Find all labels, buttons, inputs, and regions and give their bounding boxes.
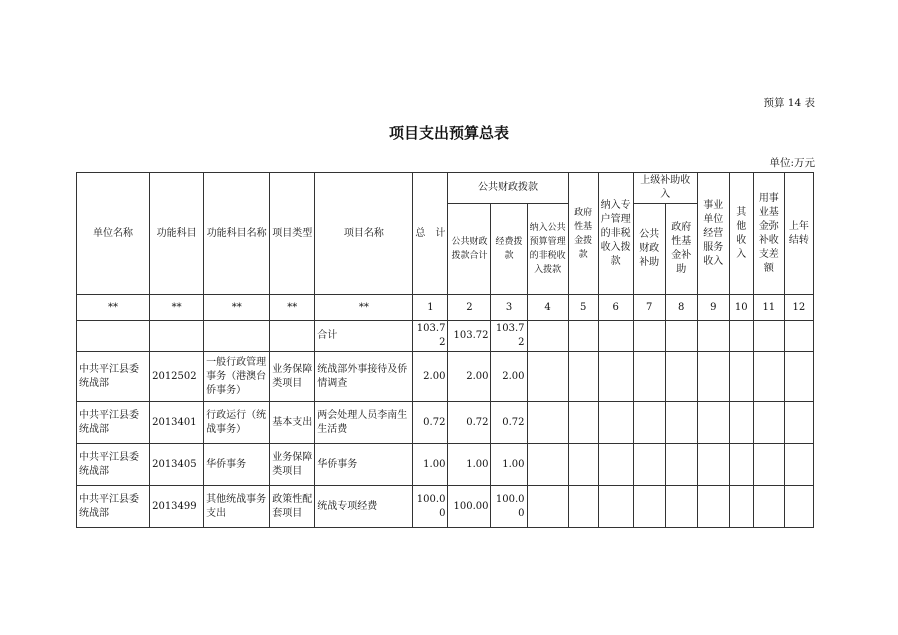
table-id: 预算 14 表: [763, 97, 815, 109]
empty-cell: [633, 402, 665, 444]
index-cell: **: [204, 295, 270, 321]
row-project: 华侨事务: [315, 444, 413, 486]
row-code: 2013405: [150, 444, 204, 486]
empty-cell: [784, 444, 813, 486]
empty-cell: [527, 352, 568, 402]
empty-cell: [697, 352, 729, 402]
empty-cell: [598, 444, 633, 486]
empty-cell: [665, 321, 697, 352]
index-cell: 3: [491, 295, 527, 321]
row-funding: 0.72: [491, 402, 527, 444]
empty-cell: [784, 486, 813, 528]
index-cell: **: [315, 295, 413, 321]
index-cell: 5: [568, 295, 598, 321]
empty-cell: [527, 402, 568, 444]
header-carryover: 上年结转: [784, 173, 813, 295]
row-func-name: 一般行政管理事务（港澳台侨事务）: [204, 352, 270, 402]
empty-cell: [753, 321, 784, 352]
header-gov-fund: 政府性基金拨款: [568, 173, 598, 295]
unit-label: 单位:万元: [769, 157, 815, 169]
total-row: [77, 321, 814, 352]
empty-cell: [697, 486, 729, 528]
header-row-1: [77, 173, 814, 204]
empty-cell: [784, 352, 813, 402]
index-cell: 1: [413, 295, 448, 321]
table-row: [77, 486, 814, 528]
header-public-subtotal: 公共财政拨款合计: [448, 204, 491, 295]
table-row: [77, 444, 814, 486]
header-special-nontax: 纳入专户管理的非税收入拨款: [598, 173, 633, 295]
empty-cell: [784, 321, 813, 352]
empty-cell: [527, 444, 568, 486]
empty-cell: [697, 444, 729, 486]
index-cell: 2: [448, 295, 491, 321]
empty-cell: [527, 321, 568, 352]
header-superior-public: 公共财政补助: [633, 204, 665, 295]
empty-cell: [729, 402, 753, 444]
row-funding: 2.00: [491, 352, 527, 402]
empty-cell: [598, 486, 633, 528]
total-public-subtotal: 103.72: [448, 321, 491, 352]
row-public-subtotal: 100.00: [448, 486, 491, 528]
empty-cell: [568, 402, 598, 444]
empty-cell: [568, 352, 598, 402]
empty-cell: [729, 444, 753, 486]
index-cell: 7: [633, 295, 665, 321]
empty-cell: [753, 402, 784, 444]
empty-cell: [753, 444, 784, 486]
header-unit-name: 单位名称: [77, 173, 150, 295]
index-cell: 11: [753, 295, 784, 321]
empty-cell: [633, 352, 665, 402]
header-biz-income: 事业单位经营服务收入: [697, 173, 729, 295]
header-other-income: 其他收入: [729, 173, 753, 295]
empty-cell: [598, 352, 633, 402]
empty-cell: [665, 444, 697, 486]
row-unit: 中共平江县委统战部: [77, 444, 150, 486]
empty-cell: [697, 402, 729, 444]
header-func-code: 功能科目: [150, 173, 204, 295]
row-unit: 中共平江县委统战部: [77, 486, 150, 528]
row-project: 统战部外事接待及侨情调查: [315, 352, 413, 402]
empty-cell: [633, 321, 665, 352]
header-public-nontax: 纳入公共预算管理的非税收入拨款: [527, 204, 568, 295]
header-superior-group: 上级补助收入: [633, 173, 697, 204]
empty-cell: [729, 486, 753, 528]
row-total: 1.00: [413, 444, 448, 486]
row-func-name: 华侨事务: [204, 444, 270, 486]
header-fund-cover: 用事业基金弥补收支差额: [753, 173, 784, 295]
header-func-name: 功能科目名称: [204, 173, 270, 295]
table-row: [77, 352, 814, 402]
empty-cell: [598, 402, 633, 444]
empty-cell: [568, 444, 598, 486]
row-type: 政策性配套项目: [270, 486, 315, 528]
row-type: 业务保障类项目: [270, 352, 315, 402]
row-project: 统战专项经费: [315, 486, 413, 528]
row-type: 基本支出: [270, 402, 315, 444]
row-public-subtotal: 2.00: [448, 352, 491, 402]
index-cell: **: [77, 295, 150, 321]
page-title: 项目支出预算总表: [388, 124, 509, 142]
index-cell: 4: [527, 295, 568, 321]
row-funding: 1.00: [491, 444, 527, 486]
empty-cell: [753, 486, 784, 528]
empty-cell: [729, 321, 753, 352]
empty-cell: [270, 321, 315, 352]
empty-cell: [598, 321, 633, 352]
index-row: [77, 295, 814, 321]
empty-cell: [77, 321, 150, 352]
index-cell: 9: [697, 295, 729, 321]
budget-table: [76, 172, 814, 528]
header-total: 总 计: [413, 173, 448, 295]
empty-cell: [568, 321, 598, 352]
index-cell: **: [150, 295, 204, 321]
empty-cell: [665, 352, 697, 402]
empty-cell: [150, 321, 204, 352]
index-cell: 8: [665, 295, 697, 321]
empty-cell: [633, 444, 665, 486]
row-func-name: 其他统战事务支出: [204, 486, 270, 528]
header-public-group: 公共财政拨款: [448, 173, 568, 204]
empty-cell: [753, 352, 784, 402]
row-type: 业务保障类项目: [270, 444, 315, 486]
empty-cell: [527, 486, 568, 528]
total-total: 103.72: [413, 321, 448, 352]
row-total: 0.72: [413, 402, 448, 444]
row-public-subtotal: 0.72: [448, 402, 491, 444]
empty-cell: [729, 352, 753, 402]
empty-cell: [665, 402, 697, 444]
index-cell: 12: [784, 295, 813, 321]
row-funding: 100.00: [491, 486, 527, 528]
empty-cell: [204, 321, 270, 352]
header-superior-gov: 政府性基金补助: [665, 204, 697, 295]
row-total: 100.00: [413, 486, 448, 528]
header-proj-type: 项目类型: [270, 173, 315, 295]
row-total: 2.00: [413, 352, 448, 402]
index-cell: **: [270, 295, 315, 321]
empty-cell: [784, 402, 813, 444]
row-public-subtotal: 1.00: [448, 444, 491, 486]
table-row: [77, 402, 814, 444]
row-code: 2013401: [150, 402, 204, 444]
row-unit: 中共平江县委统战部: [77, 352, 150, 402]
total-label: 合计: [315, 321, 413, 352]
empty-cell: [633, 486, 665, 528]
row-project: 两会处理人员李南生生活费: [315, 402, 413, 444]
row-code: 2013499: [150, 486, 204, 528]
total-funding: 103.72: [491, 321, 527, 352]
header-funding: 经费拨款: [491, 204, 527, 295]
row-unit: 中共平江县委统战部: [77, 402, 150, 444]
row-func-name: 行政运行（统战事务）: [204, 402, 270, 444]
index-cell: 6: [598, 295, 633, 321]
empty-cell: [697, 321, 729, 352]
row-code: 2012502: [150, 352, 204, 402]
empty-cell: [665, 486, 697, 528]
header-proj-name: 项目名称: [315, 173, 413, 295]
empty-cell: [568, 486, 598, 528]
index-cell: 10: [729, 295, 753, 321]
